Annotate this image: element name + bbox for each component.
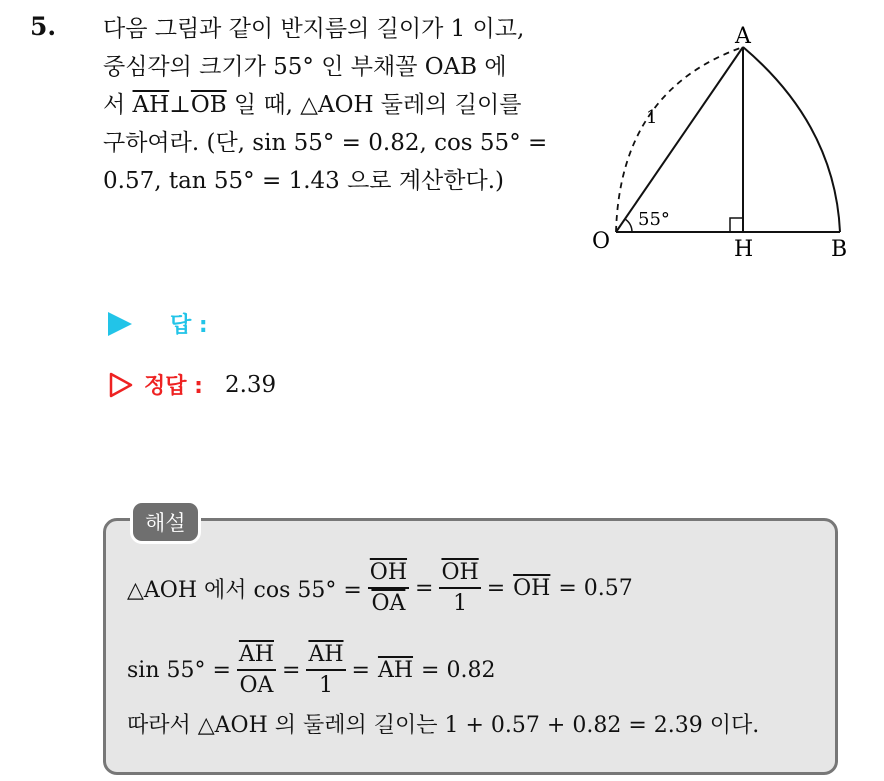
segment-ob: $\overline{OB}$ [190,92,227,118]
segment-oh: $\overline{OH}$ [513,575,551,601]
label-o: O [592,229,611,254]
equals-sign: = [486,575,506,601]
explanation-l2-result: = 0.82 [421,657,496,683]
question-text [103,10,573,200]
question-number: 5. [30,12,57,41]
arc-ab [743,47,840,232]
fraction-numerator: $\overline{AH}$ [306,642,345,671]
segment-oa [616,47,743,232]
explanation-l1-prefix: △AOH 에서 cos 55° = [127,577,362,603]
play-triangle-icon [108,312,132,336]
label-h: H [734,237,754,262]
fraction-numerator: $\overline{AH}$ [237,642,276,671]
question-line-3-pre: 서 [103,92,133,118]
perpendicular-symbol: ⊥ [169,92,191,118]
explanation-l2-prefix: sin 55° = [127,657,231,683]
explanation-l1-result: = 0.57 [558,575,633,601]
equals-sign: = [282,657,301,683]
correct-answer-value: 2.39 [224,371,277,398]
answer-label: 답 : [170,313,208,338]
fraction-denominator: 1 [453,591,468,616]
label-b: B [831,237,848,262]
segment-ah-text: $\overline{AH}$ [377,657,414,683]
fraction-ah-1 [306,642,345,698]
question-line-3 [103,86,573,124]
explanation-conclusion: 따라서 △AOH 의 둘레의 길이는 1 + 0.57 + 0.82 = 2.39 이다. [127,713,760,738]
sector-figure [580,15,880,275]
fraction-oh-1 [439,560,480,616]
equals-sign: = [351,657,370,683]
label-angle: 55° [638,209,670,230]
fraction-denominator: OA [371,591,406,616]
question-line-2: 중심각의 크기가 55° 인 부채꼴 OAB 에 [103,54,507,80]
question-line-5: 0.57, tan 55° = 1.43 으로 계산한다.) [103,168,504,194]
question-line-3-post: 일 때, △AOH 둘레의 길이를 [226,92,522,118]
angle-arc [625,219,632,232]
segment-ah: $\overline{AH}$ [132,92,170,118]
explanation-line-1 [127,560,633,616]
correct-answer-label: 정답 : [144,374,203,399]
label-a: A [735,24,751,49]
label-radius: 1 [646,107,658,128]
fraction-numerator: $\overline{OH}$ [368,560,409,589]
fraction-oh-oa [368,560,409,616]
explanation-line-3 [127,708,759,739]
fraction-denominator: OA [239,673,274,698]
question-line-4: 구하여라. (단, sin 55° = 0.82, cos 55° = [103,130,548,156]
correct-answer-row [108,369,276,400]
outline-triangle-icon [108,372,134,398]
answer-row [108,308,208,339]
explanation-line-2 [127,642,495,698]
right-angle-mark [730,218,743,232]
fraction-ah-oa [237,642,276,698]
equals-sign: = [415,575,434,601]
fraction-numerator: $\overline{OH}$ [439,560,480,589]
question-line-1: 다음 그림과 같이 반지름의 길이가 1 이고, [103,16,525,42]
explanation-tag: 해설 [130,500,201,544]
fraction-denominator: 1 [318,673,333,698]
